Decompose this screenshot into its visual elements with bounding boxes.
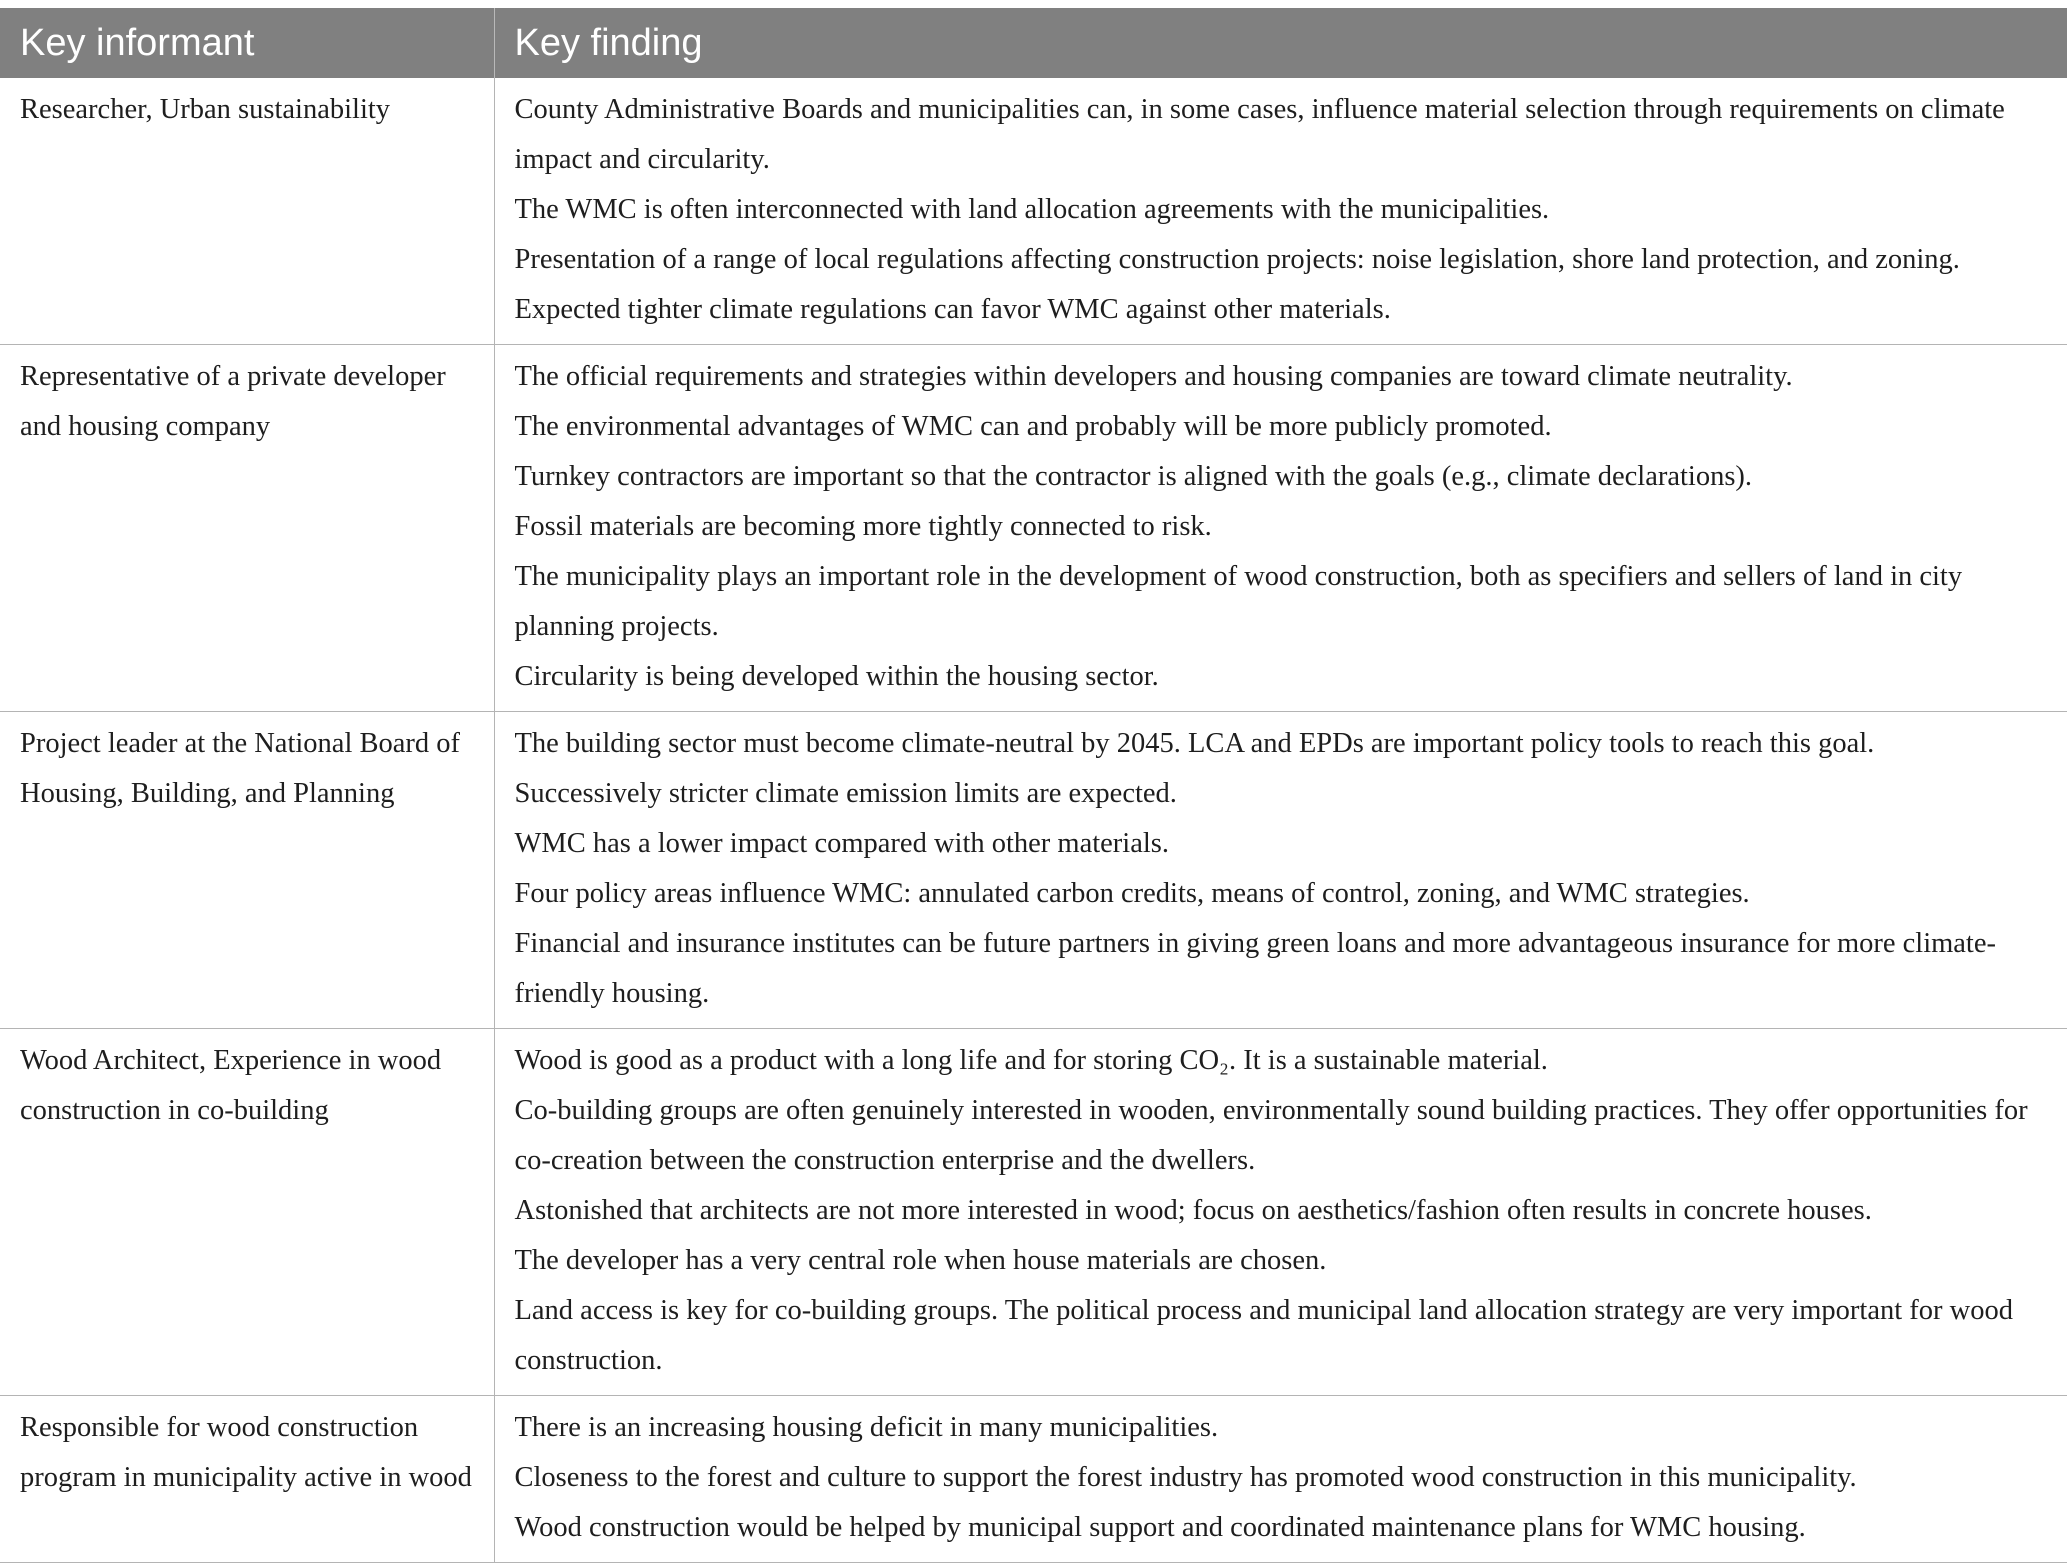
finding-item: Closeness to the forest and culture to support the forest industry has promoted wood construction in this municipality. <box>514 1462 1857 1493</box>
finding-item: Four policy areas influence WMC: annulated carbon credits, means of control, zoning, and WMC strategies. <box>514 878 1750 909</box>
table-row <box>0 1396 2067 1563</box>
findings-cell <box>494 78 2067 345</box>
finding-item: The WMC is often interconnected with land allocation agreements with the municipalities. <box>514 194 1550 225</box>
header-key-informant: Key informant <box>0 8 494 78</box>
findings-cell <box>494 712 2067 1029</box>
finding-item: County Administrative Boards and municipalities can, in some cases, influence material selection through requirements on climate impact and circularity. <box>514 94 2005 175</box>
finding-item: Expected tighter climate regulations can favor WMC against other materials. <box>514 294 1391 325</box>
table-row <box>0 345 2067 712</box>
finding-item: The municipality plays an important role in the development of wood construction, both as specifiers and sellers of land in city planning projects. <box>514 561 1963 642</box>
finding-item: WMC has a lower impact compared with other materials. <box>514 828 1169 859</box>
finding-item: Co-building groups are often genuinely interested in wooden, environmentally sound building practices. They offer opportunities for co-creation between the construction enterprise and the dwellers. <box>514 1095 2028 1176</box>
header-row <box>0 8 2067 78</box>
informant-cell: Representative of a private developer and housing company <box>0 345 494 712</box>
finding-item: The environmental advantages of WMC can and probably will be more publicly promoted. <box>514 411 1552 442</box>
header-key-finding: Key finding <box>494 8 2067 78</box>
findings-cell <box>494 1396 2067 1563</box>
table-row <box>0 1029 2067 1396</box>
informant-cell: Project leader at the National Board of Housing, Building, and Planning <box>0 712 494 1029</box>
findings-cell <box>494 345 2067 712</box>
finding-item: Successively stricter climate emission limits are expected. <box>514 778 1177 809</box>
finding-item: There is an increasing housing deficit in many municipalities. <box>514 1412 1219 1443</box>
finding-item: Astonished that architects are not more interested in wood; focus on aesthetics/fashion often results in concrete houses. <box>514 1195 1872 1226</box>
findings-cell <box>494 1029 2067 1396</box>
informant-cell: Responsible for wood construction program in municipality active in wood <box>0 1396 494 1563</box>
finding-item: Circularity is being developed within the housing sector. <box>514 661 1159 692</box>
informant-cell: Researcher, Urban sustainability <box>0 78 494 345</box>
finding-item: The developer has a very central role when house materials are chosen. <box>514 1245 1327 1276</box>
finding-item: The building sector must become climate-neutral by 2045. LCA and EPDs are important policy tools to reach this goal. <box>514 728 1875 759</box>
table-row <box>0 78 2067 345</box>
finding-item: Wood is good as a product with a long life and for storing CO₂. It is a sustainable material. <box>514 1045 1548 1076</box>
finding-item: The official requirements and strategies within developers and housing companies are toward climate neutrality. <box>514 361 1793 392</box>
finding-item: Wood construction would be helped by municipal support and coordinated maintenance plans for WMC housing. <box>514 1512 1806 1543</box>
key-findings-table-container <box>0 8 2067 1563</box>
informant-cell: Wood Architect, Experience in wood construction in co-building <box>0 1029 494 1396</box>
key-findings-table <box>0 8 2067 1563</box>
table-row <box>0 712 2067 1029</box>
finding-item: Fossil materials are becoming more tightly connected to risk. <box>514 511 1212 542</box>
finding-item: Land access is key for co-building groups. The political process and municipal land allocation strategy are very important for wood construction. <box>514 1295 2013 1376</box>
finding-item: Financial and insurance institutes can be future partners in giving green loans and more advantageous insurance for more climate-friendly housing. <box>514 928 1996 1009</box>
finding-item: Presentation of a range of local regulations affecting construction projects: noise legislation, shore land protection, and zoning. <box>514 244 1960 275</box>
finding-item: Turnkey contractors are important so that the contractor is aligned with the goals (e.g., climate declarations). <box>514 461 1753 492</box>
